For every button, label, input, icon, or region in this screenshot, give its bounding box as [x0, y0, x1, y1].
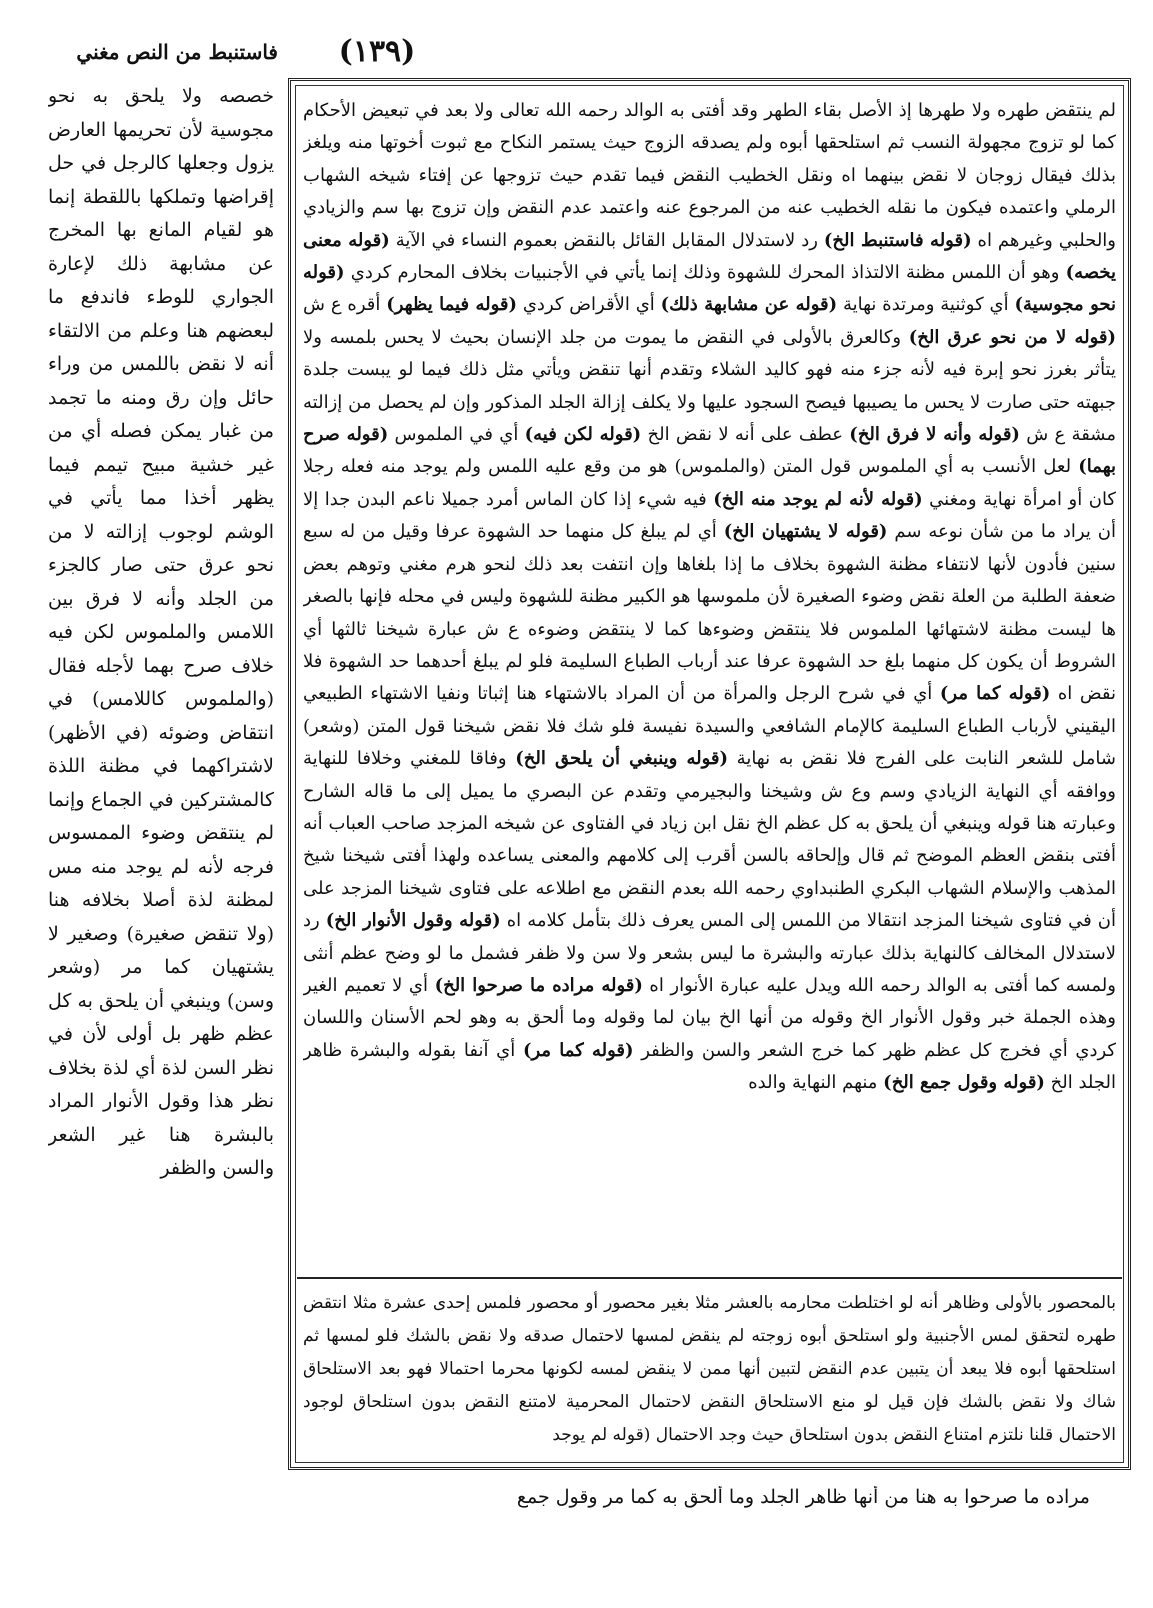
- lemma-marker: (قوله صرح بهما): [303, 424, 1116, 478]
- lemma-marker: (قوله وينبغي أن يلحق الخ): [515, 748, 729, 770]
- lemma-marker: (قوله وقول جمع الخ): [883, 1072, 1045, 1094]
- commentary-segment: وهو أن اللمس مظنة الالتذاذ المحرك للشهوة وذلك إنما يأتي في الأجنبيات بخلاف المحارم كردي: [344, 262, 1066, 284]
- commentary-segment: أي لم يبلغ كل منهما حد الشهوة عرفا وقيل من له سبع سنين فأدون لأنها لانتفاء مظنة الشهوة بخلاف ما إذا بلغاها وإن انتفت بعد ذلك لنحو هرم مغني وتوهم بعض ضعفة الطلبة من العلة نقض وضوء الصغيرة لأن ملموسها هو الكبير مظنة للشهوة وليس في محله فإنها بالصغر ها ليست مظنة لاشتهائها الملموس فلا ينتقض وضوءها كما لا ينتقض وضوءه ع ش عبارة شيخنا ثالثها أي الشروط أن يكون كل منهما بلغ حد الشهوة عرفا عند أرباب الطباع السليمة فلو لم يبلغ أحدهما حد الشهوة فلا نقض اه: [303, 521, 1116, 705]
- commentary-segment: أي كوثنية ومرتدة نهاية: [837, 294, 1015, 316]
- commentary-segment: أي آنفا بقوله والبشرة ظاهر الجلد الخ: [303, 1039, 1116, 1094]
- lemma-marker: (قوله كما مر): [939, 683, 1051, 705]
- commentary-segment: أي لا تعميم الغير وهذه الجملة خبر وقول الأنوار الخ وقوله من أنها الخ بيان لما وقوله وما ألحق به وهو لحم الأسنان واللسان كردي أي فخرج كل عظم ظهر كما خرج الشعر والسن والظفر: [303, 974, 1116, 1061]
- commentary-segment: رد لاستدلال المخالف كالنهاية بذلك عبارته والبشرة ما ليس بشعر ولا سن ولا ظفر فشمل ما لو وضح عظم أنثى ولمسه كما أفتى به الوالد رحمه الله ويدل عليه عبارة الأنوار اه: [303, 910, 1116, 996]
- lemma-marker: (قوله نحو مجوسية): [303, 262, 1116, 316]
- commentary-segment: أقره ع ش: [303, 294, 387, 316]
- commentary-segment: رد لاستدلال المقابل القائل بالنقض بعموم النساء في الآية: [389, 229, 824, 251]
- commentary-segment: عطف على أنه لا نقض الخ: [641, 424, 850, 446]
- commentary-segment: وفاقا للمغني وخلافا للنهاية ووافقه أي النهاية الزيادي وسم وع ش وشيخنا والبجيرمي وتقدم عن البصري ما يميل إلى ما قاله الشارح وعبارته هنا قوله وينبغي أن يلحق به كل عظم الخ نقل ابن زياد في الفتاوى عن شيخه المزجد صاحب العباب أنه أفتى بنقض العظم الموضح ثم قال وإلحاقه بالسن أقرب إلى كلامهم والمعنى يساعده ولهذا أفتى شيخنا شيخ المذهب والإسلام الشهاب البكري الطنبداوي رحمه الله بعدم النقض مع اطلاعه على فتاوى شيخنا المزجد على أن في فتاوى شيخنا المزجد انتقالا من اللمس إلى المس يعرف ذلك بتأمل كلامه اه: [303, 748, 1116, 932]
- commentary-segment: لعل الأنسب به أي الملموس قول المتن (والملموس) هو من وقع عليه اللمس ولم يوجد منه فعله رجلا كان أو امرأة نهاية ومغني: [303, 456, 1116, 510]
- lemma-marker: (قوله لأنه لم يوجد منه الخ): [713, 488, 923, 510]
- lemma-marker: (قوله وأنه لا فرق الخ): [849, 424, 1020, 446]
- footnote-separator-rule: [297, 1277, 1122, 1279]
- footnote-text: بالمحصور بالأولى وظاهر أنه لو اختلطت محارمه بالعشر مثلا بغير محصور أو محصور فلمس إحدى عشرة مثلا انتقض طهره لتحقق لمس الأجنبية ولو استلحق أبوه زوجته لم ينقض لمسها لاحتمال صدقه ولا نقض بالشك فلو لمسها ثم استلحقها أبوه فلا يبعد أن يتبين عدم النقض لتبين أنها ممن لا ينقض لمسه لكونها محرما احتمالا فهو بعد الاستلحاق شاك ولا نقض بالشك فإن قيل لو منع الاستلحاق النقض لاحتمال المحرمية لامتنع النقض بدون استلحاق لوجود الاحتمال قلنا نلتزم امتناع النقض بدون استلحاق حيث وجد الاحتمال (قوله لم يوجد: [303, 1293, 1116, 1445]
- lemma-marker: (قوله لكن فيه): [524, 424, 642, 446]
- commentary-segment: أي في الملموس: [388, 424, 525, 446]
- commentary-segment: أي في شرح الرجل والمرأة من أن المراد بالاشتهاء هنا إثباتا ونفيا الاشتهاء الطبيعي اليقيني لأرباب الطباع السليمة كالإمام الشافعي والسيدة نفيسة فلو شك فلا نقض شيخنا قول المتن (وشعر) شامل للشعر النابت على الفرج فلا نقض به نهاية: [303, 683, 1116, 770]
- lemma-marker: (قوله وقول الأنوار الخ): [325, 910, 501, 932]
- lemma-marker: (قوله فاستنبط الخ): [823, 229, 972, 251]
- commentary-text: [303, 95, 1116, 1270]
- lemma-marker: (قوله مراده ما صرحوا الخ): [434, 974, 643, 996]
- lemma-marker: (قوله لا من نحو عرق الخ): [908, 326, 1116, 348]
- bottom-continuation-line: مراده ما صرحوا به هنا من أنها ظاهر الجلد وما ألحق به كما مر وقول جمع: [516, 1486, 1090, 1508]
- lemma-marker: (قوله عن مشابهة ذلك): [660, 294, 838, 316]
- lemma-marker: (قوله كما مر): [522, 1039, 634, 1061]
- commentary-segment: منهم النهاية والده: [748, 1072, 884, 1094]
- commentary-segment: أي الأقراض كردي: [517, 294, 661, 316]
- lemma-marker: (قوله لا يشتهيان الخ): [723, 521, 888, 543]
- commentary-segment: فيه شيء إذا كان الماس أمرد جميلا ناعم البدن جدا إلا أن يراد ما من شأن نوعه سم: [303, 488, 1116, 543]
- lemma-marker: (قوله فيما يظهر): [386, 294, 517, 316]
- commentary-segment: وكالعرق بالأولى في النقض ما يموت من جلد الإنسان بحيث لا يحس بلمسه ولا يتأثر بغرز نحو إبرة فيه لأنه جزء منه فهو كاليد الشلاء وتقدم أنها تنقض ويأتي مثل ذلك فيما لو يبست جلدة جبهته حتى صارت لا يحس ما يصيبها فيصح السجود عليها ولا يكلف إزالة الجلد المذكور وإن لم يحصل من إزالته مشقة ع ش: [303, 326, 1116, 446]
- commentary-segment: لم ينتقض طهره ولا طهرها إذ الأصل بقاء الطهر وقد أفتى به الوالد رحمه الله تعالى ولا بعد في تبعيض الأحكام كما لو تزوج مجهولة النسب ثم استلحقها أبوه ولم يصدقه الزوج حيث يستمر النكاح مع ثبوت أخوتها منه ويلغز بذلك فيقال زوجان لا نقض بينهما اه ونقل الخطيب النقض فيما تقدم حيث تزوجها عن إفتاء شيخه الشهاب الرملي واعتمده فيكون ما نقله الخطيب عنه من المرجوع عنه واعتمد عدم النقض وإن تزوج بها سم والزيادي والحلبي وغيرهم اه: [303, 100, 1116, 251]
- commentary-body: [303, 95, 1116, 1100]
- lemma-marker: (قوله معنى يخصه): [303, 229, 1116, 284]
- main-frame: [288, 78, 1131, 1470]
- margin-text-column: خصصه ولا يلحق به نحو مجوسية لأن تحريمها العارض يزول وجعلها كالرجل في حل إقراضها وتملكها باللقطة إنما هو لقيام المانع بها المخرج عن مشابهة ذلك لإعارة الجواري للوطء فاندفع ما لبعضهم هنا وعلم من الالتقاء أنه لا نقض باللمس من وراء حائل وإن رق ومنه ما تجمد من غبار يمكن فصله أي من غير خشية مبيح تيمم فيما يظهر أخذا مما يأتي في الوشم لوجوب إزالته لا من نحو عرق حتى صار كالجزء من الجلد وأنه لا فرق بين اللامس والملموس لكن فيه خلاف صرح بهما لأجله فقال (والملموس كاللامس) في انتقاض وضوئه (في الأظهر) لاشتراكهما في مظنة اللذة كالمشتركين في الجماع وإنما لم ينتقض وضوء الممسوس فرجه لأنه لم يوجد منه مس لمظنة لذة أصلا بخلافه هنا (ولا تنقض صغيرة) وصغير لا يشتهيان كما مر (وشعر وسن) وينبغي أن يلحق به كل عظم ظهر بل أولى لأن في نظر السن لذة أي لذة بخلاف نظر هذا وقول الأنوار المراد بالبشرة هنا غير الشعر والسن والظفر: [48, 85, 274, 1179]
- page-number: (١٣٩): [338, 34, 416, 69]
- margin-header-catchword: فاستنبط من النص مغني: [76, 40, 278, 64]
